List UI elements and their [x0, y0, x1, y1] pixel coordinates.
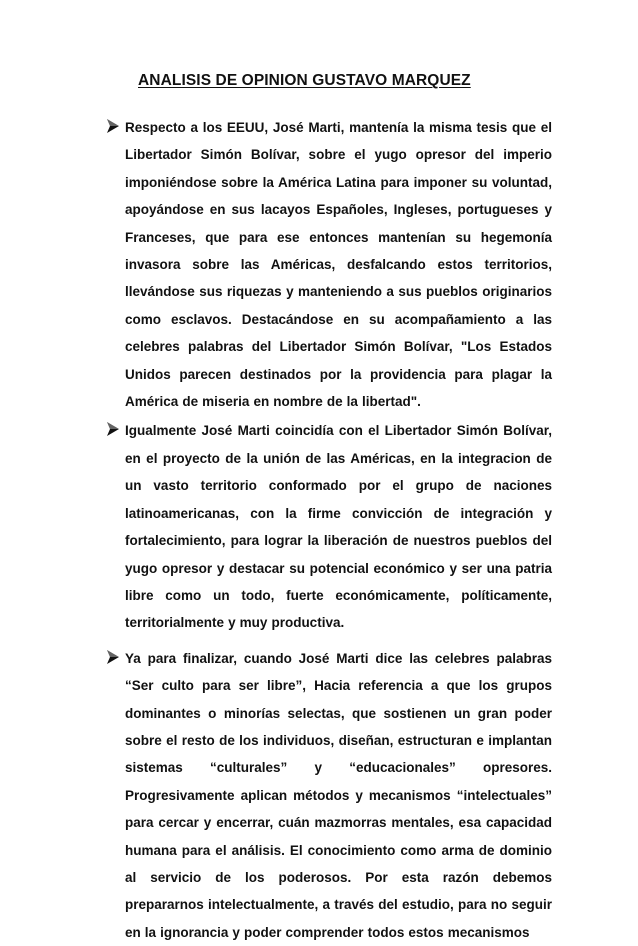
- document-title: ANALISIS DE OPINION GUSTAVO MARQUEZ: [138, 72, 471, 89]
- bullet-list: [106, 114, 552, 946]
- paragraph-text: Ya para finalizar, cuando José Marti dice las celebres palabras “Ser culto para ser libre”, Hacia referencia a que los grupos dominantes o minorías selectas, que sostienen un gran poder sobre el resto de los individuos, diseñan, estructuran e implantan sistemas “culturales” y “educacionales” opresores. Progresivamente aplican métodos y mecanismos “intelectuales” para cercar y encerrar, cuán mazmorras mentales, esa capacidad humana para el análisis. El conocimiento como arma de dominio al servicio de los poderosos. Por esta razón debemos prepararnos intelectualmente, a través del estudio, para no seguir en la ignorancia y poder comprender todos estos mecanismos: [125, 650, 552, 940]
- list-item: [106, 645, 552, 946]
- arrowhead-bullet-icon: [106, 649, 120, 665]
- paragraph-text: Respecto a los EEUU, José Marti, mantenía la misma tesis que el Libertador Simón Bolívar, sobre el yugo opresor del imperio imponiéndose sobre la América Latina para imponer su voluntad, apoyándose en sus lacayos Españoles, Ingleses, portugueses y Franceses, que para ese entonces mantenían su hegemonía invasora sobre las Américas, desfalcando estos territorios, llevándose sus riquezas y manteniendo a sus pueblos originarios como esclavos. Destacándose en su acompañamiento a las celebres palabras del Libertador Simón Bolívar, "Los Estados Unidos parecen destinados por la providencia para plagar la América de miseria en nombre de la libertad".: [125, 120, 552, 410]
- arrowhead-bullet-icon: [106, 118, 120, 134]
- list-item: [106, 417, 552, 636]
- arrowhead-bullet-icon: [106, 421, 120, 437]
- paragraph-text: Igualmente José Marti coincidía con el Libertador Simón Bolívar, en el proyecto de la unión de las Américas, en la integracion de un vasto territorio conformado por el grupo de naciones latinoamericanas, con la firme convicción de integración y fortalecimiento, para lograr la liberación de nuestros pueblos del yugo opresor y destacar su potencial económico y ser una patria libre como un todo, fuerte económicamente, políticamente, territorialmente y muy productiva.: [125, 423, 552, 631]
- list-item: [106, 114, 552, 415]
